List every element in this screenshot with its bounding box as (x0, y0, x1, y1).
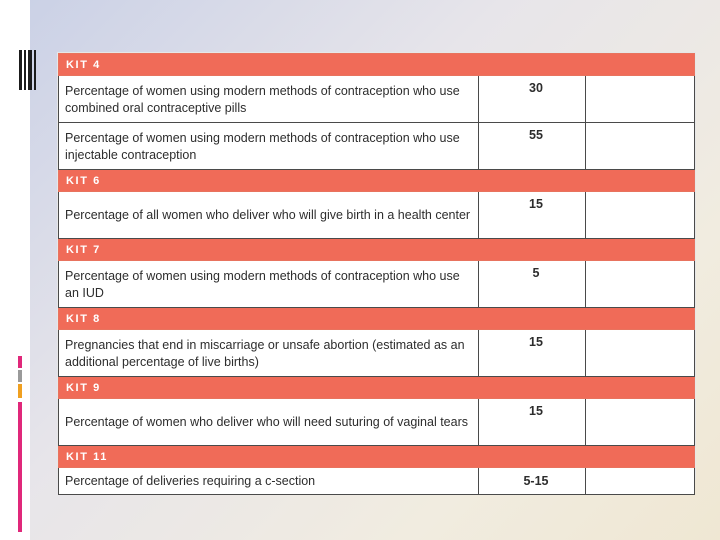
kit-header: KIT 7 (59, 239, 695, 261)
row-value: 5 (479, 261, 586, 308)
row-value: 30 (479, 76, 586, 123)
kit-header-row (59, 377, 695, 399)
table-row (59, 76, 695, 123)
kit-header-row (59, 446, 695, 468)
row-value: 15 (479, 399, 586, 446)
row-description: Percentage of deliveries requiring a c-section (59, 468, 479, 495)
kit-header-row (59, 239, 695, 261)
kit-header: KIT 9 (59, 377, 695, 399)
table-row (59, 261, 695, 308)
kit-header-row (59, 170, 695, 192)
row-description: Percentage of women using modern methods of contraception who use combined oral contraceptive pills (59, 76, 479, 123)
row-value: 5-15 (479, 468, 586, 495)
row-description: Percentage of women using modern methods of contraception who use injectable contraception (59, 123, 479, 170)
kit-percentages-table (58, 53, 695, 495)
decorative-corner-bars (19, 50, 37, 90)
kit-header: KIT 6 (59, 170, 695, 192)
kit-header-row (59, 54, 695, 76)
row-blank-cell (586, 399, 695, 446)
row-value: 55 (479, 123, 586, 170)
row-value: 15 (479, 192, 586, 239)
row-description: Percentage of women who deliver who will need suturing of vaginal tears (59, 399, 479, 446)
row-value: 15 (479, 330, 586, 377)
table-row (59, 330, 695, 377)
row-blank-cell (586, 468, 695, 495)
row-blank-cell (586, 123, 695, 170)
row-blank-cell (586, 330, 695, 377)
kit-table-container (58, 53, 695, 488)
decorative-color-bars (18, 356, 28, 531)
table-row (59, 468, 695, 495)
row-blank-cell (586, 76, 695, 123)
table-row (59, 123, 695, 170)
row-description: Pregnancies that end in miscarriage or unsafe abortion (estimated as an additional percentage of live births) (59, 330, 479, 377)
kit-header-row (59, 308, 695, 330)
table-row (59, 399, 695, 446)
row-blank-cell (586, 261, 695, 308)
table-row (59, 192, 695, 239)
kit-header: KIT 8 (59, 308, 695, 330)
kit-header: KIT 4 (59, 54, 695, 76)
kit-header: KIT 11 (59, 446, 695, 468)
row-description: Percentage of all women who deliver who will give birth in a health center (59, 192, 479, 239)
row-blank-cell (586, 192, 695, 239)
row-description: Percentage of women using modern methods of contraception who use an IUD (59, 261, 479, 308)
